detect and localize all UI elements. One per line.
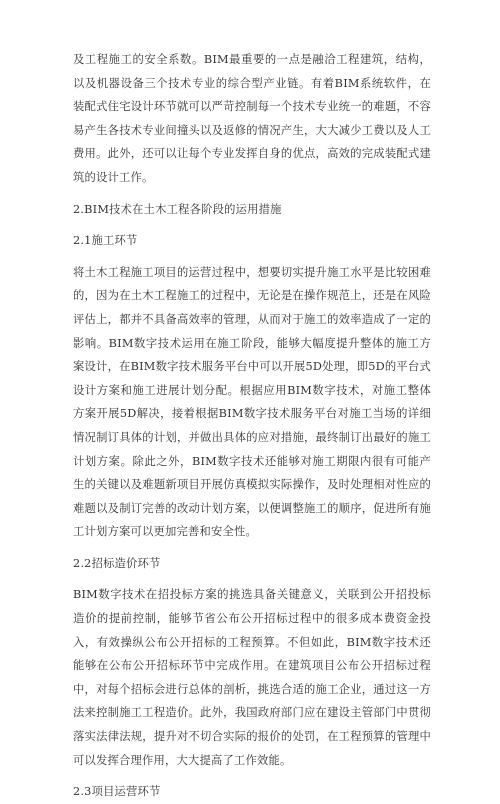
section-2-2-heading: 2.2招标造价环节	[73, 556, 161, 570]
section-2-2-paragraph: BIM数字技术在招投标方案的挑选具备关键意义，关联到公开招投标造价的提前控制，能够节省公布公开招标过程中的很多成本费资金投入，有效操纵公布公开招标的工程预算。不但如此，BIM数字技术还能够在公布公开招标环节中完成作用。在建筑项目公布公开招标过程中，对每个招标会进行总体的剖析，挑选合适的施工企业，通过这一方法来控制施工工程造价。此外，我国政府部门应在建设主管部门中贯彻落实法律法规，提升对不切合实际的报价的处罚，在工程预算的管理中可以发挥合理作用，大大提高了工作效能。	[73, 588, 431, 767]
section-2-heading: 2.BIM技术在土木工程各阶段的运用措施	[73, 202, 282, 216]
section-2-3-heading: 2.3项目运营环节	[73, 785, 161, 799]
document-page	[73, 48, 431, 804]
section-2-1-paragraph: 将土木工程施工项目的运营过程中，想要切实提升施工水平是比较困难的，因为在土木工程施工的过程中，无论是在操作规范上，还是在风险评估上，都并不具备高效率的管理，从而对于施工的效率造成了一定的影响。BIM数字技术运用在施工阶段，能够大幅度提升整体的施工方案设计，在BIM数字技术服务平台中可以开展5D处理，即5D的平台式设计方案和施工进展计划分配。根据应用BIM数字技术，对施工整体方案开展5D解决，接着根据BIM数字技术服务平台对施工当场的详细情况制订具体的计划，并做出具体的应对措施，最终制订出最好的施工计划方案。除此之外，BIM数字技术还能够对施工期限内很有可能产生的关键以及难题新项目开展仿真模拟实际操作，及时处理相对性应的难题以及制订完善的改动计划方案，以便调整施工的顺序，促进所有施工计划方案可以更加完善和安全性。	[73, 265, 431, 539]
intro-paragraph: 及工程施工的安全系数。BIM最重要的一点是融洽工程建筑，结构，以及机器设备三个技术专业的综合型产业链。有着BIM系统软件，在装配式住宅设计环节就可以严苛控制每一个技术专业统一的难题，不容易产生各技术专业间撞头以及返修的情况产生，大大减少工费以及人工费用。此外，还可以让每个专业发挥自身的优点，高效的完成装配式建筑的设计工作。	[73, 53, 431, 184]
section-2-1-heading: 2.1施工环节	[73, 234, 138, 248]
